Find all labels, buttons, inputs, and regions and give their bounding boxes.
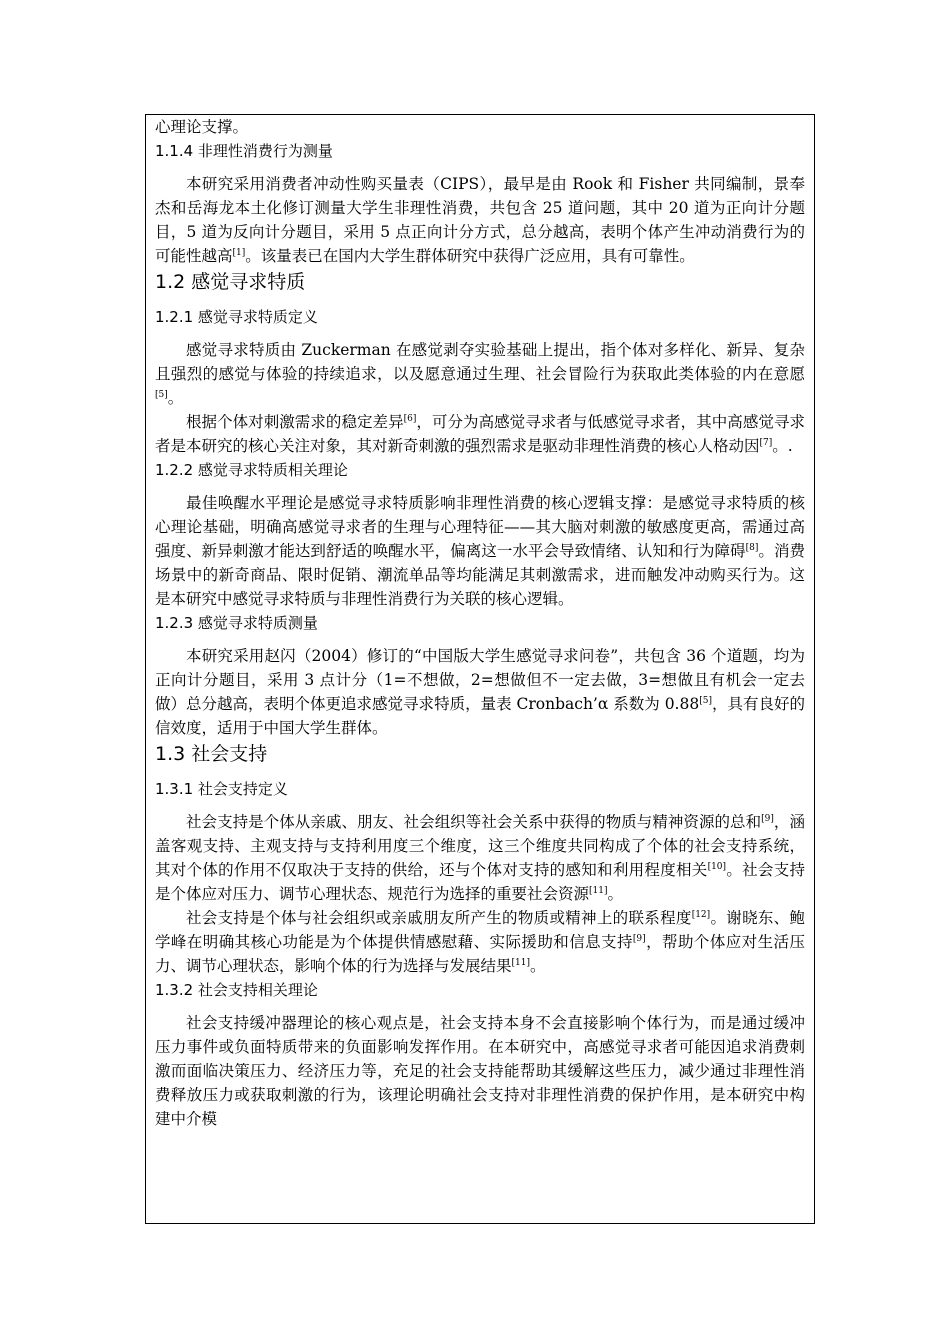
- body-paragraph: [155, 644, 805, 740]
- section-heading: 1.2 感觉寻求特质: [155, 271, 306, 293]
- body-paragraph: [155, 410, 805, 458]
- paragraph-text: ，具有良好的信效度，适用于中国大学生群体。: [155, 695, 805, 737]
- subsection-heading: 1.1.4 非理性消费行为测量: [155, 142, 333, 160]
- paragraph-text: 。.: [772, 437, 793, 455]
- spacer: [155, 801, 805, 810]
- paragraph-text: 根据个体对刺激需求的稳定差异: [186, 413, 404, 431]
- section-heading: 1.3 社会支持: [155, 743, 268, 765]
- body-paragraph: [155, 1011, 805, 1131]
- body-paragraph: [155, 338, 805, 410]
- citation-ref: [1]: [232, 248, 246, 258]
- paragraph-text: ，涵盖客观支持、主观支持与支持利用度三个维度，这三个维度共同构成了个体的社会支持系统，其对个体的作用不仅取决于支持的供给，还与个体对支持的感知和利用程度相关: [155, 813, 805, 879]
- paragraph-text: ，帮助个体应对生活压力、调节心理状态，影响个体的行为选择与发展结果: [155, 933, 805, 975]
- paragraph-text: ，可分为高感觉寻求者与低感觉寻求者，其中高感觉寻求者是本研究的核心关注对象，其对新奇刺激的强烈需求是驱动非理性消费的核心人格动因: [155, 413, 805, 455]
- spacer: [155, 635, 805, 644]
- spacer: [155, 768, 805, 777]
- body-paragraph: [155, 906, 805, 978]
- paragraph-text: 本研究采用赵闪（2004）修订的“中国版大学生感觉寻求问卷”，共包含 36 个道题，均为正向计分题目，采用 3 点计分（1=不想做，2=想做但不一定去做，3=想做且有机会一定去做）总分越高，表明个体更追求感觉寻求特质，量表 Cronbach’α 系数为 0.88: [155, 647, 805, 713]
- spacer: [155, 329, 805, 338]
- citation-ref: [6]: [403, 414, 417, 424]
- paragraph-text: 社会支持是个体从亲戚、朋友、社会组织等社会关系中获得的物质与精神资源的总和: [186, 813, 762, 831]
- spacer: [155, 1002, 805, 1011]
- body-paragraph: [155, 491, 805, 611]
- paragraph-text: 感觉寻求特质由 Zuckerman 在感觉剥夺实验基础上提出，指个体对多样化、新异、复杂且强烈的感觉与体验的持续追求，以及愿意通过生理、社会冒险行为获取此类体验的内在意愿: [155, 341, 805, 383]
- citation-ref: [5]: [699, 696, 712, 706]
- page-frame: [145, 114, 815, 1224]
- subsection-heading: 1.3.2 社会支持相关理论: [155, 981, 318, 999]
- citation-ref: [12]: [691, 910, 711, 920]
- citation-ref: [11]: [589, 886, 608, 896]
- paragraph-text: 。: [607, 885, 624, 903]
- paragraph-text: 。: [530, 957, 546, 975]
- subsection-heading: 1.2.1 感觉寻求特质定义: [155, 308, 318, 326]
- paragraph-text: 社会支持缓冲器理论的核心观点是，社会支持本身不会直接影响个体行为，而是通过缓冲压力事件或负面特质带来的负面影响发挥作用。在本研究中，高感觉寻求者可能因追求消费刺激而面临决策压力、经济压力等，充足的社会支持能帮助其缓解这些压力，减少通过非理性消费释放压力或获取刺激的行为，该理论明确社会支持对非理性消费的保护作用，是本研究中构建中介模: [155, 1014, 805, 1128]
- paragraph-text: 。: [167, 389, 184, 407]
- paragraph-text: 本研究采用消费者冲动性购买量表（CIPS），最早是由 Rook 和 Fisher 共同编制，景奉杰和岳海龙本土化修订测量大学生非理性消费，共包含 25 道问题，其中 20 道为正向计分题目，5 道为反向计分题目，采用 5 点正向计分方式，总分越高，表明个体产生冲动消费行为的可能性越高: [155, 175, 805, 265]
- subsection-heading: 1.2.2 感觉寻求特质相关理论: [155, 461, 348, 479]
- subsection-heading: 1.3.1 社会支持定义: [155, 780, 288, 798]
- subsection-heading: 1.2.3 感觉寻求特质测量: [155, 614, 318, 632]
- citation-ref: [5]: [155, 390, 168, 400]
- paragraph-text: 心理论支撑。: [155, 118, 249, 136]
- citation-ref: [8]: [745, 543, 759, 553]
- spacer: [155, 296, 805, 305]
- paragraph-text: 。社会支持是个体应对压力、调节心理状态、规范行为选择的重要社会资源: [155, 861, 805, 903]
- body-paragraph: [155, 172, 805, 268]
- body-paragraph: [155, 810, 805, 906]
- citation-ref: [10]: [707, 862, 727, 872]
- paragraph-text: 。该量表已在国内大学生群体研究中获得广泛应用，具有可靠性。: [245, 247, 695, 265]
- citation-ref: [11]: [511, 958, 530, 968]
- paragraph-text: 社会支持是个体与社会组织或亲戚朋友所产生的物质或精神上的联系程度: [186, 909, 692, 927]
- paragraph-text: 。谢晓东、鲍学峰在明确其核心功能是为个体提供情感慰藉、实际援助和信息支持: [155, 909, 805, 951]
- spacer: [155, 482, 805, 491]
- paragraph-text: 最佳唤醒水平理论是感觉寻求特质影响非理性消费的核心逻辑支撑：是感觉寻求特质的核心理论基础，明确高感觉寻求者的生理与心理特征——其大脑对刺激的敏感度更高，需通过高强度、新异刺激才能达到舒适的唤醒水平，偏离这一水平会导致情绪、认知和行为障碍: [155, 494, 805, 560]
- citation-ref: [9]: [632, 934, 646, 944]
- citation-ref: [9]: [761, 814, 774, 824]
- citation-ref: [7]: [759, 438, 773, 448]
- paragraph-text: 。消费场景中的新奇商品、限时促销、潮流单品等均能满足其刺激需求，进而触发冲动购买行为。这是本研究中感觉寻求特质与非理性消费行为关联的核心逻辑。: [155, 542, 805, 608]
- body-paragraph: [155, 115, 805, 139]
- spacer: [155, 163, 805, 172]
- document-body: [155, 115, 805, 1131]
